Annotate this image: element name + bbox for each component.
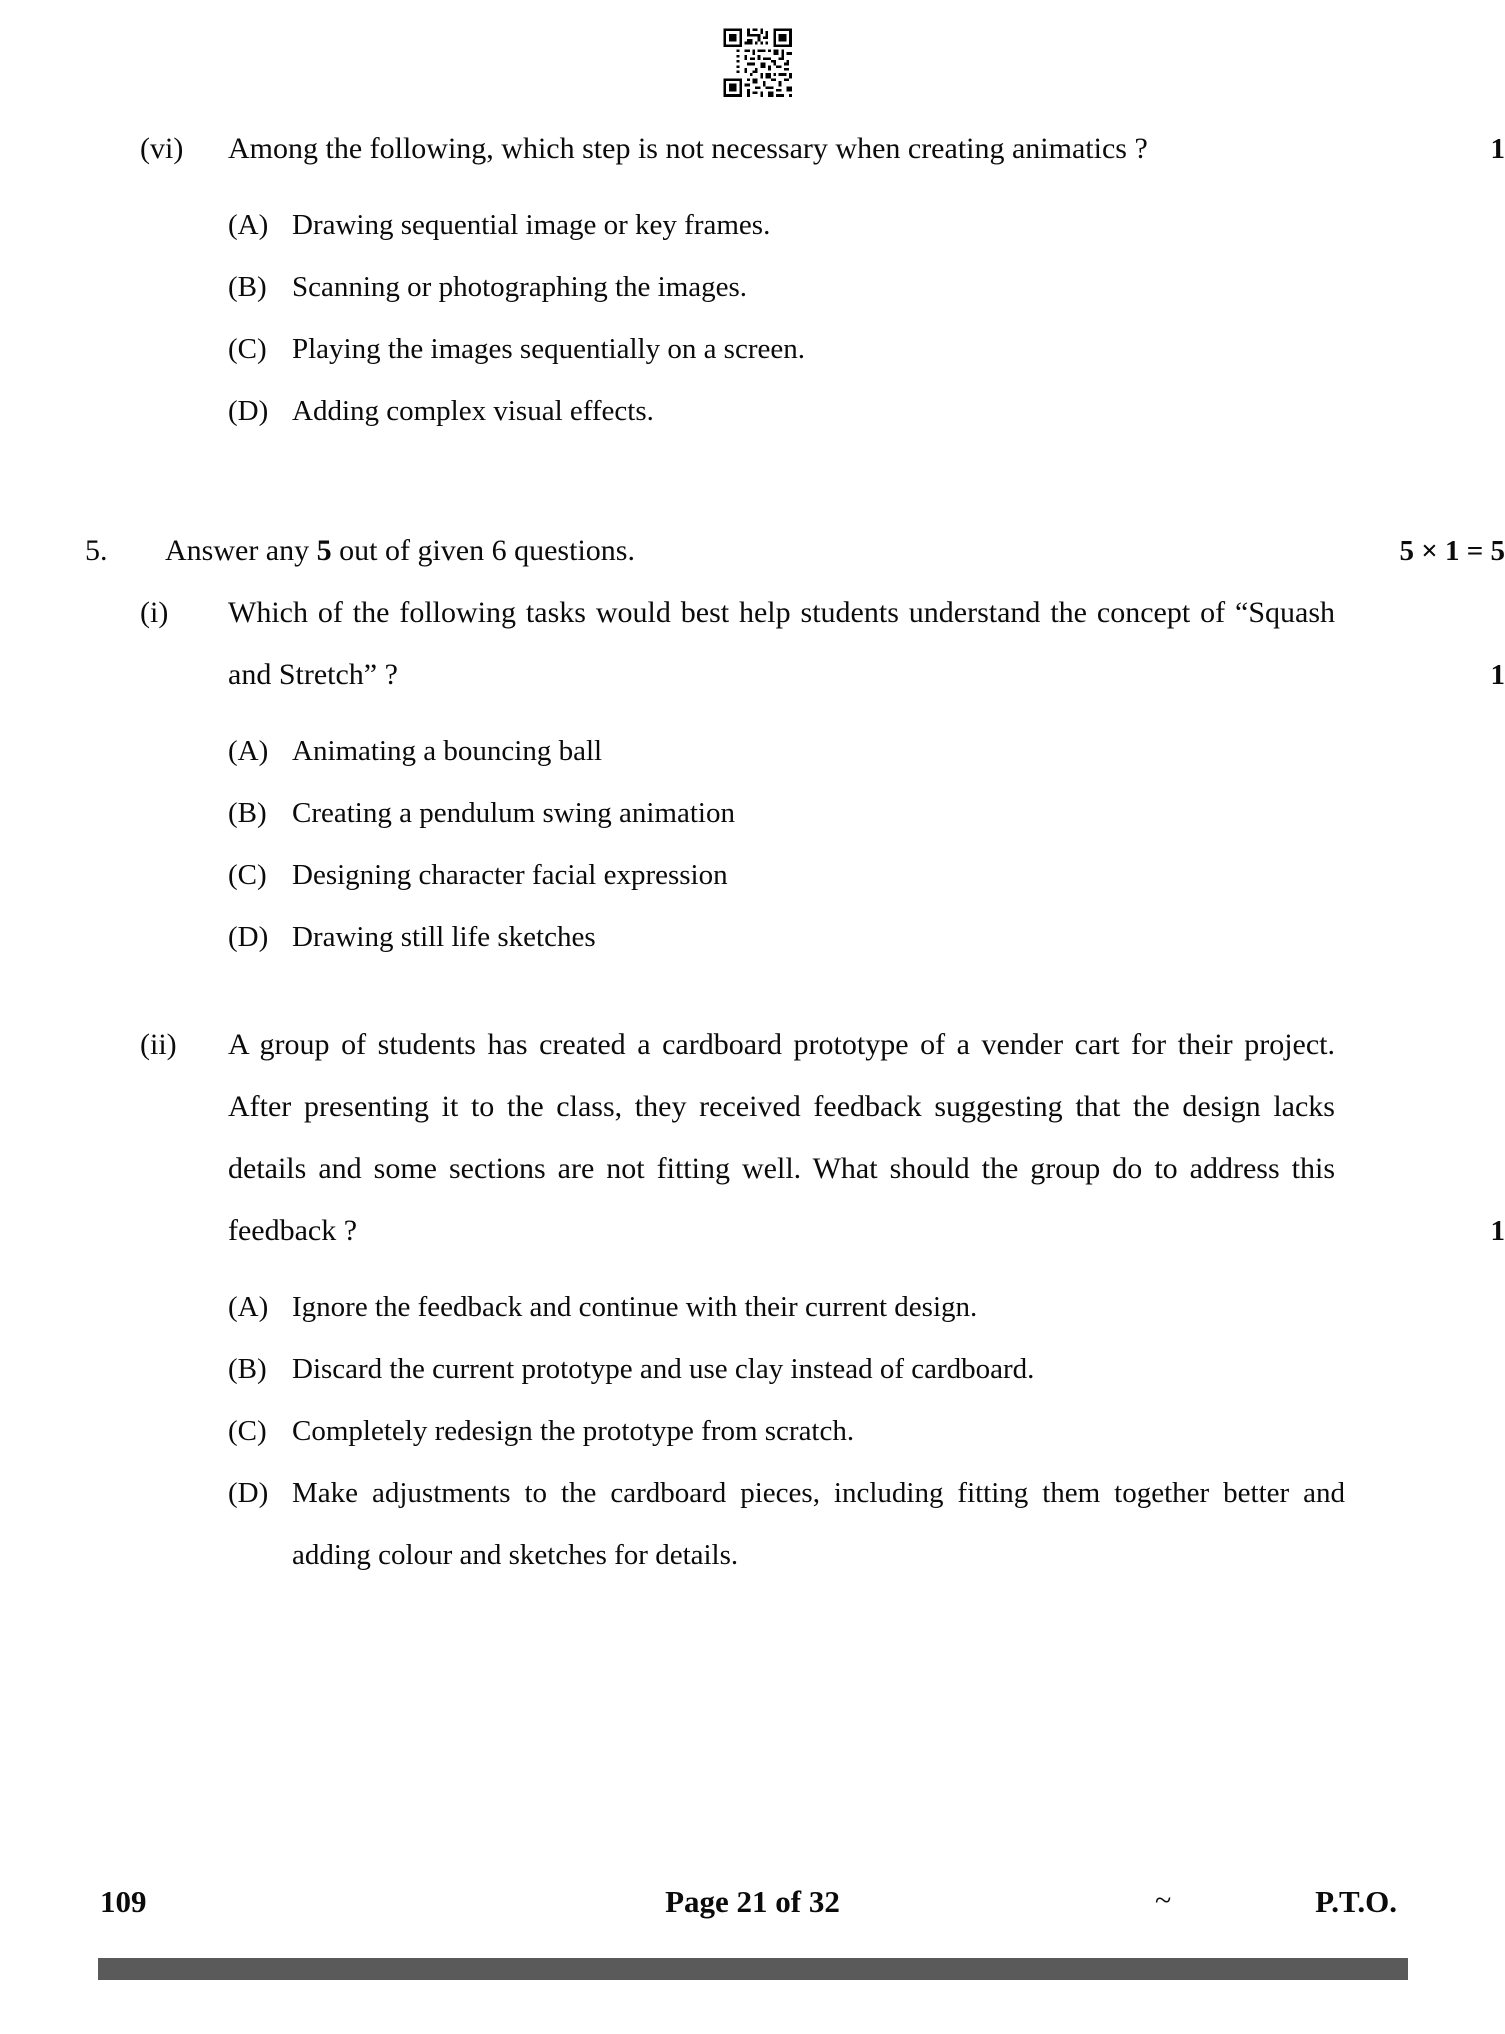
- option-row[interactable]: [228, 1400, 1505, 1462]
- question-5-ii-number: (ii): [140, 1028, 177, 1061]
- option-row[interactable]: [228, 194, 1505, 256]
- option-text: Completely redesign the prototype from scratch.: [292, 1415, 855, 1447]
- option-label: (D): [228, 395, 269, 427]
- page-footer: [0, 1884, 1505, 1940]
- option-label: (C): [228, 859, 267, 891]
- option-row[interactable]: [228, 256, 1505, 318]
- pto-label: P.T.O.: [1315, 1884, 1397, 1919]
- question-5-text-after: out of given 6 questions.: [331, 534, 635, 567]
- question-5-ii-text: A group of students has created a cardboard prototype of a vender cart for their project. After presenting it to the class, they received feedback suggesting that the design lacks details and some sections are not fitting well. What should the group do to address this feedback ?: [228, 1028, 1335, 1247]
- option-text: Creating a pendulum swing animation: [292, 797, 735, 829]
- question-5-ii: [140, 1014, 1505, 1262]
- tilde-separator: ~: [1155, 1884, 1172, 1917]
- option-row[interactable]: [228, 906, 1505, 968]
- option-text: Make adjustments to the cardboard pieces, including fitting them together better and adding colour and sketches for details.: [292, 1477, 1345, 1571]
- question-5: [85, 520, 1505, 582]
- footer-rule: [98, 1958, 1408, 1980]
- question-vi-number: (vi): [140, 132, 184, 165]
- option-text: Designing character facial expression: [292, 859, 728, 891]
- option-label: (B): [228, 797, 267, 829]
- qr-code-icon: [716, 26, 802, 102]
- question-5-i-text: Which of the following tasks would best help students understand the concept of “Squash and Stretch” ?: [228, 596, 1335, 691]
- option-text: Drawing still life sketches: [292, 921, 596, 953]
- option-text: Playing the images sequentially on a screen.: [292, 333, 805, 365]
- paper-code: 109: [100, 1884, 147, 1919]
- option-text: Adding complex visual effects.: [292, 395, 654, 427]
- option-label: (A): [228, 1291, 269, 1323]
- option-text: Scanning or photographing the images.: [292, 271, 748, 303]
- question-5-i-number: (i): [140, 596, 169, 629]
- question-vi-marks: 1: [1490, 133, 1505, 165]
- option-label: (A): [228, 209, 269, 241]
- question-5-i-marks: 1: [1490, 659, 1505, 691]
- option-row[interactable]: [228, 380, 1505, 442]
- question-5-text-bold: 5: [316, 534, 332, 567]
- option-row[interactable]: [228, 1338, 1505, 1400]
- page-number: Page 21 of 32: [665, 1884, 840, 1919]
- option-row[interactable]: [228, 782, 1505, 844]
- option-label: (D): [228, 1477, 269, 1509]
- question-5-i-options: [228, 720, 1505, 968]
- question-vi-text: Among the following, which step is not necessary when creating animatics ?: [228, 132, 1148, 165]
- question-5-i: [140, 582, 1505, 706]
- option-label: (B): [228, 271, 267, 303]
- option-text: Animating a bouncing ball: [292, 735, 603, 767]
- question-5-text-before: Answer any: [165, 534, 317, 567]
- question-sheet: [0, 118, 1505, 1586]
- question-5-marks: 5 × 1 = 5: [1399, 535, 1505, 567]
- option-text: Ignore the feedback and continue with their current design.: [292, 1291, 978, 1323]
- option-label: (A): [228, 735, 269, 767]
- question-5-number: 5.: [85, 534, 108, 567]
- option-label: (C): [228, 1415, 267, 1447]
- option-row[interactable]: [228, 844, 1505, 906]
- option-label: (D): [228, 921, 269, 953]
- option-row[interactable]: [228, 720, 1505, 782]
- option-text: Discard the current prototype and use clay instead of cardboard.: [292, 1353, 1035, 1385]
- option-label: (C): [228, 333, 267, 365]
- option-row[interactable]: [228, 1462, 1505, 1586]
- option-text: Drawing sequential image or key frames.: [292, 209, 771, 241]
- option-row[interactable]: [228, 318, 1505, 380]
- question-vi-options: [228, 194, 1505, 442]
- question-5-ii-options: [228, 1276, 1505, 1586]
- option-label: (B): [228, 1353, 267, 1385]
- question-5-text: [165, 520, 1345, 582]
- option-row[interactable]: [228, 1276, 1505, 1338]
- question-vi: [140, 118, 1505, 180]
- question-5-ii-marks: 1: [1490, 1215, 1505, 1247]
